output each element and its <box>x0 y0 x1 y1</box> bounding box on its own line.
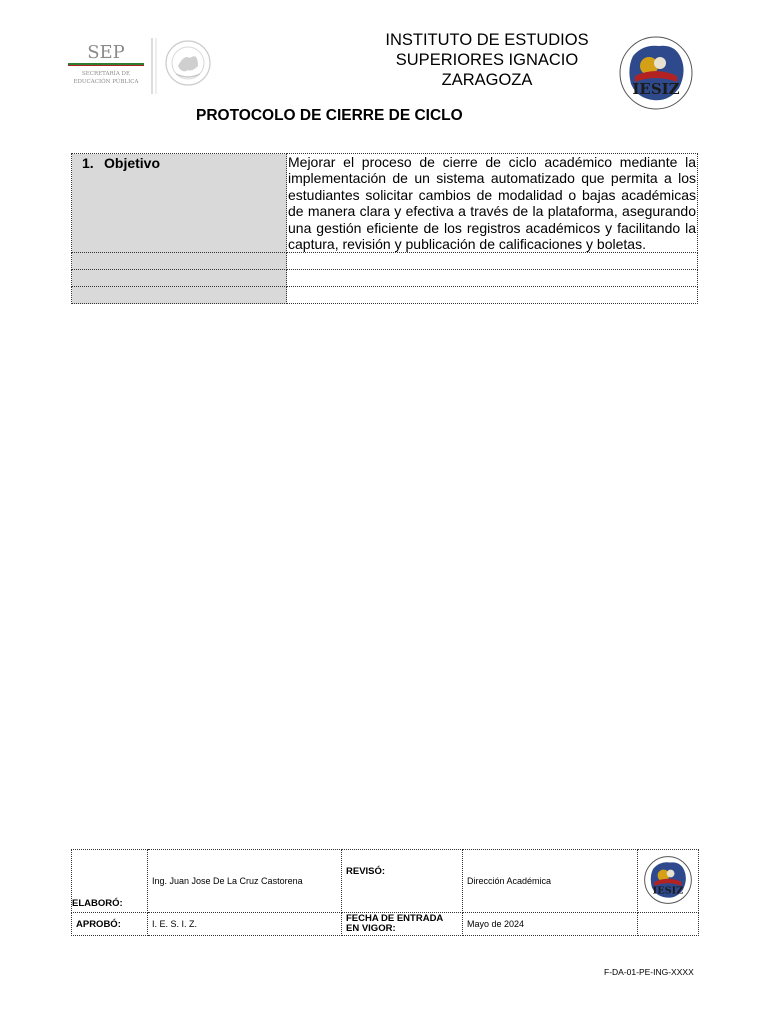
institute-line: ZARAGOZA <box>441 71 533 89</box>
iesiz-logo <box>619 36 693 110</box>
objective-text: Mejorar el proceso de cierre de ciclo académico mediante la implementación de un sistema automatizado que permita a los estudiantes solicitar cambios de modalidad o bajas académicas de manera clara y efectiva a través de la plataforma, asegurando una gestión eficiente de los registros académicos y facilitando la captura, revisión y publicación de calificaciones y boletas. <box>288 154 696 253</box>
sep-logo-line2: EDUCACIÓN PÚBLICA <box>73 79 139 85</box>
iesiz-small-logo-text: IESIZ <box>652 885 684 897</box>
fecha-label: FECHA DE ENTRADA EN VIGOR: <box>342 913 463 936</box>
objective-label-text: Objetivo <box>104 155 161 171</box>
table-row <box>72 253 698 270</box>
table-row <box>72 270 698 287</box>
sep-logo-abbr: SEP <box>87 42 125 63</box>
document-code: F-DA-01-PE-ING-XXXX <box>604 967 694 977</box>
institute-line: SUPERIORES IGNACIO <box>395 51 579 69</box>
table-row <box>72 913 699 936</box>
reviso-value: Dirección Académica <box>463 850 638 913</box>
institute-line: INSTITUTO DE ESTUDIOS <box>385 31 589 49</box>
fecha-value: Mayo de 2024 <box>463 913 638 936</box>
sep-logo-line1: SECRETARÍA DE <box>82 71 130 77</box>
table-row <box>72 154 698 253</box>
objective-table <box>71 153 698 304</box>
elaboro-label: ELABORÓ: <box>72 850 148 913</box>
empty-label-cell <box>72 287 287 304</box>
objective-label <box>72 154 286 171</box>
aprobo-label: APROBÓ: <box>72 913 148 936</box>
objective-number: 1. <box>82 155 94 171</box>
institute-name <box>372 30 602 90</box>
iesiz-small-logo <box>643 856 693 904</box>
objective-label-cell <box>72 154 287 253</box>
elaboro-value: Ing. Juan Jose De La Cruz Castorena <box>148 850 342 913</box>
objective-text-cell <box>287 154 698 253</box>
empty-cell <box>638 913 699 936</box>
empty-value-cell <box>287 270 698 287</box>
sep-logo <box>66 36 216 96</box>
approval-table <box>71 849 699 936</box>
footer-logo-cell <box>638 850 699 913</box>
iesiz-logo-text: IESIZ <box>632 80 680 98</box>
aprobo-value: I. E. S. I. Z. <box>148 913 342 936</box>
reviso-label: REVISÓ: <box>342 850 463 913</box>
table-row <box>72 850 699 913</box>
document-title: PROTOCOLO DE CIERRE DE CICLO <box>196 107 463 124</box>
empty-value-cell <box>287 287 698 304</box>
mexico-seal-icon <box>166 41 210 85</box>
empty-label-cell <box>72 270 287 287</box>
empty-value-cell <box>287 253 698 270</box>
empty-label-cell <box>72 253 287 270</box>
table-row <box>72 287 698 304</box>
